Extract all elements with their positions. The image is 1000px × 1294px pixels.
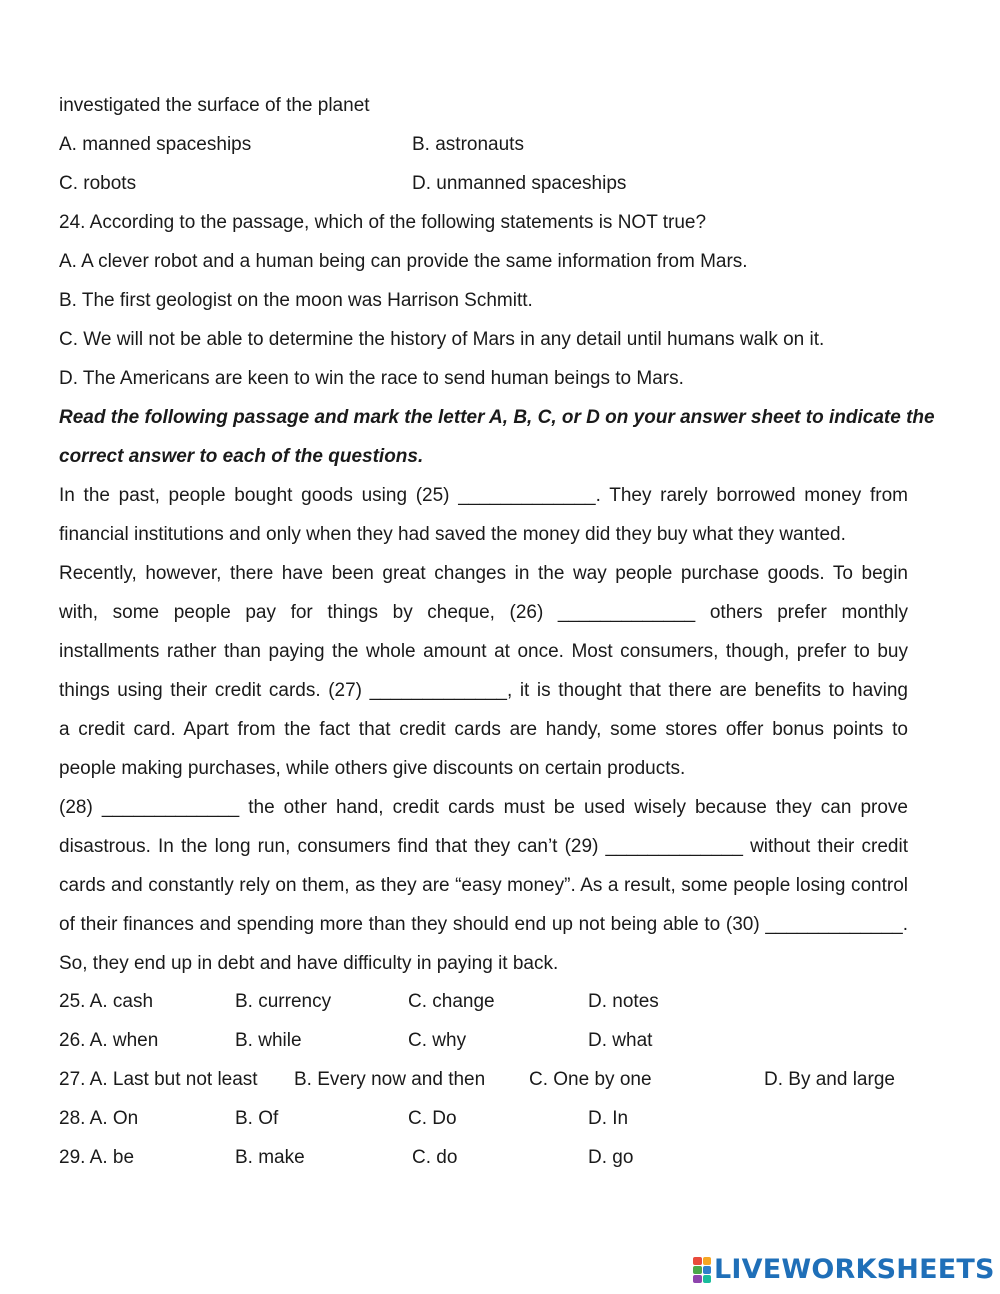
logo-square — [693, 1266, 702, 1274]
passage-line: things using their credit cards. (27) _____________, it is thought that there are benefits to having — [59, 680, 908, 701]
q26-option-c: C. why — [408, 1030, 467, 1051]
q26-option-a: 26. A. when — [59, 1030, 159, 1051]
q29-option-d: D. go — [588, 1147, 634, 1168]
passage-line: a credit card. Apart from the fact that credit cards are handy, some stores offer bonus points to — [59, 719, 908, 740]
q29-option-a: 29. A. be — [59, 1147, 135, 1168]
logo-square — [703, 1266, 712, 1274]
logo-square — [693, 1257, 702, 1265]
passage-line: So, they end up in debt and have difficulty in paying it back. — [59, 953, 559, 974]
question-24-stem: 24. According to the passage, which of the following statements is NOT true? — [59, 212, 707, 233]
logo-square — [703, 1257, 712, 1265]
q24-option-d: D. The Americans are keen to win the race to send human beings to Mars. — [59, 368, 684, 389]
passage-line: people making purchases, while others give discounts on certain products. — [59, 758, 686, 779]
logo-square — [703, 1275, 712, 1283]
q27-option-b: B. Every now and then — [294, 1069, 486, 1090]
q28-option-a: 28. A. On — [59, 1108, 139, 1129]
q24-option-a: A. A clever robot and a human being can provide the same information from Mars. — [59, 251, 748, 272]
passage-line: with, some people pay for things by cheque, (26) _____________ others prefer monthly — [59, 602, 908, 623]
passage-line: Recently, however, there have been great changes in the way people purchase goods. To begin — [59, 563, 908, 584]
passage-line: installments rather than paying the whole amount at once. Most consumers, though, prefer to buy — [59, 641, 908, 662]
liveworksheets-wordmark: LIVEWORKSHEETS — [714, 1254, 995, 1285]
q25-option-a: 25. A. cash — [59, 991, 154, 1012]
q23-option-c: C. robots — [59, 173, 137, 194]
q25-option-d: D. notes — [588, 991, 659, 1012]
question-23-tail: investigated the surface of the planet — [59, 95, 370, 116]
passage-line: of their finances and spending more than they should end up not being able to (30) _____________. — [59, 914, 908, 935]
q23-option-a: A. manned spaceships — [59, 134, 252, 155]
passage-line: In the past, people bought goods using (25) _____________. They rarely borrowed money from — [59, 485, 908, 506]
q26-option-b: B. while — [235, 1030, 302, 1051]
q23-option-d: D. unmanned spaceships — [412, 173, 627, 194]
passage-line: financial institutions and only when they had saved the money did they buy what they wanted. — [59, 524, 846, 545]
q27-option-c: C. One by one — [529, 1069, 652, 1090]
q25-option-b: B. currency — [235, 991, 332, 1012]
passage-line: disastrous. In the long run, consumers find that they can’t (29) _____________ without their credit — [59, 836, 908, 857]
q25-option-c: C. change — [408, 991, 495, 1012]
q29-option-b: B. make — [235, 1147, 305, 1168]
logo-square — [693, 1275, 702, 1283]
passage-line: cards and constantly rely on them, as they are “easy money”. As a result, some people losing control — [59, 875, 908, 896]
q28-option-d: D. In — [588, 1108, 629, 1129]
liveworksheets-logo — [693, 1255, 995, 1285]
q27-option-d: D. By and large — [764, 1069, 895, 1090]
q24-option-b: B. The first geologist on the moon was Harrison Schmitt. — [59, 290, 533, 311]
q27-option-a: 27. A. Last but not least — [59, 1069, 258, 1090]
q29-option-c: C. do — [412, 1147, 458, 1168]
instruction-line-1: Read the following passage and mark the letter A, B, C, or D on your answer sheet to indicate the — [59, 407, 935, 428]
instruction-line-2: correct answer to each of the questions. — [59, 446, 424, 467]
liveworksheets-logo-icon — [693, 1257, 711, 1283]
q24-option-c: C. We will not be able to determine the history of Mars in any detail until humans walk on it. — [59, 329, 825, 350]
q28-option-b: B. Of — [235, 1108, 279, 1129]
q26-option-d: D. what — [588, 1030, 653, 1051]
passage-line: (28) _____________ the other hand, credit cards must be used wisely because they can prove — [59, 797, 908, 818]
q23-option-b: B. astronauts — [412, 134, 524, 155]
q28-option-c: C. Do — [408, 1108, 457, 1129]
